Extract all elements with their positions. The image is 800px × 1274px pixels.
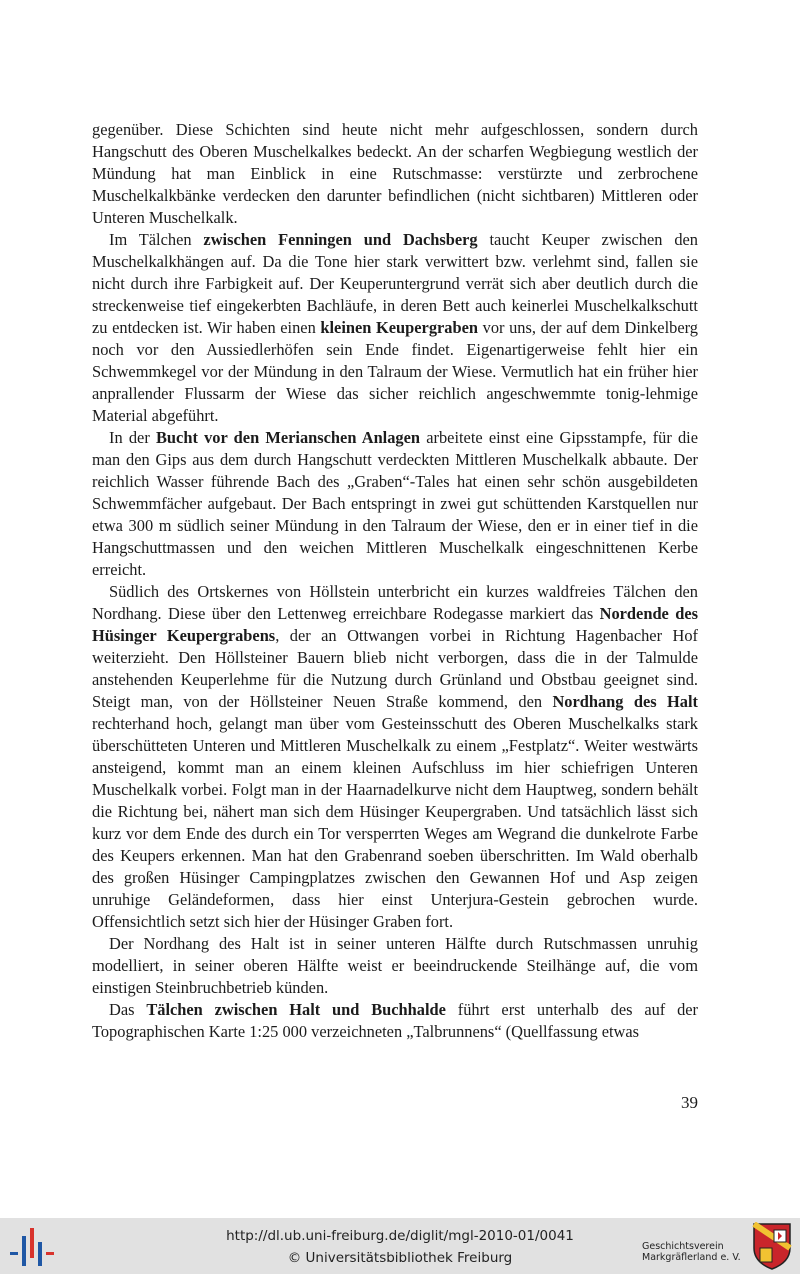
paragraph bbox=[92, 119, 698, 229]
bold-term: Nordhang des Halt bbox=[552, 692, 698, 711]
bold-term: Bucht vor den Merianschen Anlagen bbox=[156, 428, 421, 447]
bold-term: zwischen Fenningen und Dachsberg bbox=[203, 230, 478, 249]
bold-term: Nordende des Hüsinger Keupergrabens bbox=[92, 604, 698, 645]
paragraph bbox=[92, 427, 698, 581]
society-name-line2: Markgräflerland e. V. bbox=[642, 1252, 741, 1263]
ub-freiburg-logo-icon[interactable] bbox=[10, 1228, 54, 1266]
text-run: führt erst unterhalb des auf der Topographischen Karte 1:25 000 verzeichneten „Talbrunnens“ (Quellfassung etwas bbox=[92, 1000, 699, 1041]
body-text bbox=[92, 119, 698, 1043]
text-run: arbeitete einst eine Gipsstampfe, für die man den Gips aus dem durch Hangschutt verdeckten Mittleren Muschelkalk abbaute. Der reichlich Wasser führende Bach des „Graben“-Tales hat einen sehr schön ausgebildeten Schwemmfächer aufgebaut. Der Bach entspringt in zwei gut schüttenden Karstquellen nur etwa 300 m südlich seiner Mündung in den Talraum der Wiese, den er in einer tief in die Hangschuttmassen und den weichen Mittleren Muschelkalk eingeschnittenen Kerbe erreicht. bbox=[92, 428, 699, 579]
text-run: Im Tälchen bbox=[109, 230, 204, 249]
text-run: vor uns, der auf dem Dinkelberg noch vor den Aussiedlerhöfen sein Ende findet. Eigenartigerweise fehlt hier ein Schwemmkegel vor der Mündung in den Talraum der Wiese. Vermutlich hat ein früher hier anprallender Flussarm der Wiese das sicher reichlich angeschwemmte tonig-lehmige Material abgeführt. bbox=[92, 318, 698, 425]
paragraph bbox=[92, 229, 698, 427]
text-run: gegenüber. Diese Schichten sind heute nicht mehr aufgeschlossen, sondern durch Hangschutt des Oberen Muschelkalkes bedeckt. An der scharfen Wegbiegung westlich der Mündung hat man Einblick in eine Rutschmasse: verstürzte und zerbrochene Muschelkalkbänke verdecken den darunter befindlichen (nicht sichtbaren) Mittleren oder Unteren Muschelkalk. bbox=[92, 120, 698, 227]
text-run: Das bbox=[109, 1000, 147, 1019]
bold-term: Tälchen zwischen Halt und Buchhalde bbox=[146, 1000, 446, 1019]
society-name-line1: Geschichtsverein bbox=[642, 1241, 724, 1252]
bold-term: kleinen Keupergraben bbox=[320, 318, 478, 337]
viewer-footer bbox=[0, 1218, 800, 1274]
paragraph bbox=[92, 581, 698, 933]
copyright-text: © Universitätsbibliothek Freiburg bbox=[287, 1250, 513, 1266]
coat-of-arms-icon[interactable] bbox=[752, 1222, 792, 1270]
document-url-link[interactable]: http://dl.ub.uni-freiburg.de/diglit/mgl-2010-01/0041 bbox=[226, 1228, 574, 1244]
text-run: , der an Ottwangen vorbei in Richtung Hagenbacher Hof weiterzieht. Den Höllsteiner Bauern blieb nicht verborgen, dass die in der Talmulde anstehenden Keuperlehme für die Nutzung durch Grünland und Obstbau geeignet sind. Steigt man, von der Höllsteiner Neuen Straße kommend, den bbox=[92, 626, 698, 711]
text-run: taucht Keuper zwischen den Muschelkalkhängen auf. Da die Tone hier stark verwittert bzw. verlehmt sind, fallen sie nicht durch ihre Farbigkeit auf. Der Keuperuntergrund verrät sich aber deutlich durch die streckenweise tief eingekerbten Bachläufe, in deren Bett auch keinerlei Muschelkalkschutt zu entdecken ist. Wir haben einen bbox=[92, 230, 699, 337]
paragraph bbox=[92, 933, 698, 999]
text-run: Südlich des Ortskernes von Höllstein unterbricht ein kurzes waldfreies Tälchen den Nordhang. Diese über den Lettenweg erreichbare Rodegasse markiert das bbox=[92, 582, 698, 623]
text-run: Der Nordhang des Halt ist in seiner unteren Hälfte durch Rutschmassen unruhig modelliert, in seiner oberen Hälfte weist er beeindruckende Steilhänge auf, die vom einstigen Steinbruchbetrieb künden. bbox=[92, 934, 698, 997]
text-run: In der bbox=[109, 428, 156, 447]
page-number: 39 bbox=[681, 1093, 698, 1112]
text-run: rechterhand hoch, gelangt man über vom Gesteinsschutt des Oberen Muschelkalks stark überschütteten Unteren und Mittleren Muschelkalk zu einem „Festplatz“. Weiter westwärts ansteigend, kommt man an einem kleinen Aufschluss im hier schiefrigen Unteren Muschelkalk vorbei. Folgt man in der Haarnadelkurve nicht dem Hauptweg, sondern behält die Richtung bei, nähert man sich dem Hüsinger Keupergraben. Und tatsächlich lässt sich kurz vor dem Ende des durch ein Tor versperrten Weges am Wegrand die dunkelrote Farbe des Keupers erkennen. Man hat den Grabenrand soeben überschritten. Im Wald oberhalb des großen Hüsinger Campingplatzes zwischen den Gewannen Hof und Asp zeigen unruhige Geländeformen, dass hier einst Unterjura-Gestein gebrochen wurde. Offensichtlich setzt sich hier der Hüsinger Graben fort. bbox=[92, 714, 698, 931]
paragraph bbox=[92, 999, 698, 1043]
society-name bbox=[642, 1241, 754, 1263]
